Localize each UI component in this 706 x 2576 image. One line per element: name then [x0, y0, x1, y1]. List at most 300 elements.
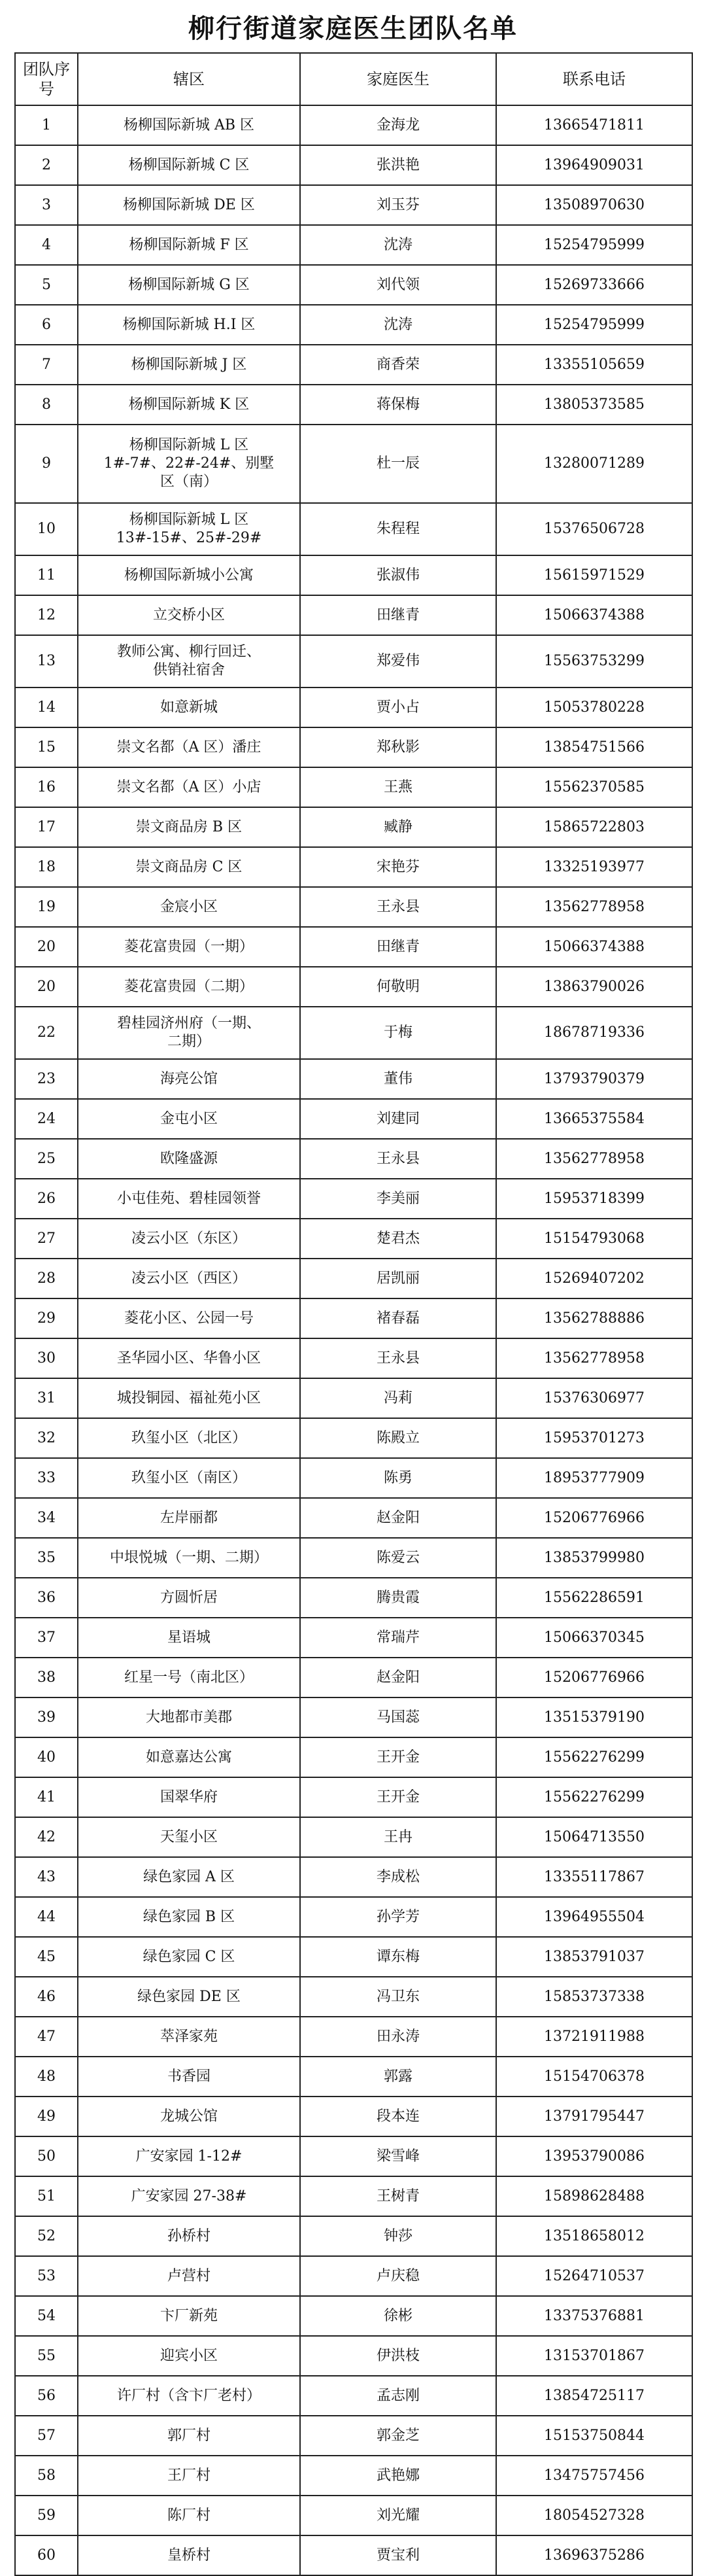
team-no-cell: 17 [15, 807, 78, 847]
district-cell: 绿色家园 A 区 [78, 1857, 300, 1897]
doctor-cell: 钟莎 [300, 2216, 496, 2256]
table-row [15, 1298, 692, 1338]
page-title: 柳行街道家庭医生团队名单 [188, 12, 518, 44]
phone-cell: 15853737338 [496, 1977, 692, 2017]
doctor-cell: 郭金芝 [300, 2416, 496, 2456]
phone-cell: 13508970630 [496, 185, 692, 225]
phone-cell: 15254795999 [496, 305, 692, 345]
team-no-cell: 40 [15, 1737, 78, 1777]
doctor-cell: 徐彬 [300, 2296, 496, 2336]
doctor-cell: 武艳娜 [300, 2456, 496, 2496]
team-no-cell: 44 [15, 1897, 78, 1937]
doctor-cell: 冯莉 [300, 1378, 496, 1418]
doctor-cell: 郑秋影 [300, 727, 496, 767]
team-no-cell: 50 [15, 2136, 78, 2176]
phone-cell: 13515379190 [496, 1697, 692, 1737]
district-cell: 崇文商品房 B 区 [78, 807, 300, 847]
phone-cell: 13562788886 [496, 1298, 692, 1338]
district-cell: 绿色家园 C 区 [78, 1937, 300, 1977]
team-no-cell: 39 [15, 1697, 78, 1737]
district-cell: 左岸丽都 [78, 1498, 300, 1538]
table-row [15, 425, 692, 503]
table-header-row [15, 53, 692, 105]
table-row [15, 555, 692, 595]
team-no-cell: 11 [15, 555, 78, 595]
doctor-cell: 段本连 [300, 2097, 496, 2136]
district-cell: 玖玺小区（北区） [78, 1418, 300, 1458]
phone-cell: 13953790086 [496, 2136, 692, 2176]
team-no-cell: 8 [15, 385, 78, 425]
table-row [15, 345, 692, 385]
team-no-cell: 55 [15, 2336, 78, 2376]
doctor-cell: 腾贵霞 [300, 1578, 496, 1618]
doctor-cell: 于梅 [300, 1007, 496, 1059]
team-no-cell: 33 [15, 1458, 78, 1498]
district-cell: 皇桥村 [78, 2535, 300, 2575]
table-row [15, 2535, 692, 2575]
table-row [15, 1578, 692, 1618]
doctor-cell: 王开金 [300, 1737, 496, 1777]
district-cell: 许厂村（含卞厂老村） [78, 2376, 300, 2416]
phone-cell: 13562778958 [496, 887, 692, 927]
doctor-cell: 朱程程 [300, 503, 496, 555]
phone-cell: 15154706378 [496, 2057, 692, 2097]
table-row [15, 2097, 692, 2136]
table-row [15, 635, 692, 688]
table-row [15, 1977, 692, 2017]
team-no-cell: 6 [15, 305, 78, 345]
district-cell: 广安家园 27-38# [78, 2176, 300, 2216]
doctor-cell: 梁雪峰 [300, 2136, 496, 2176]
table-row [15, 2296, 692, 2336]
doctor-cell: 李成松 [300, 1857, 496, 1897]
doctor-cell: 沈涛 [300, 305, 496, 345]
doctor-cell: 郑爱伟 [300, 635, 496, 688]
table-row [15, 767, 692, 807]
phone-cell: 13696375286 [496, 2535, 692, 2575]
doctor-cell: 宋艳芬 [300, 847, 496, 887]
phone-cell: 13518658012 [496, 2216, 692, 2256]
table-row [15, 2376, 692, 2416]
phone-cell: 13665375584 [496, 1099, 692, 1139]
header-phone: 联系电话 [496, 53, 692, 105]
team-no-cell: 37 [15, 1618, 78, 1658]
district-cell: 郭厂村 [78, 2416, 300, 2456]
team-no-cell: 7 [15, 345, 78, 385]
doctor-cell: 冯卫东 [300, 1977, 496, 2017]
doctor-cell: 卢庆稳 [300, 2256, 496, 2296]
team-no-cell: 4 [15, 225, 78, 265]
phone-cell: 15264710537 [496, 2256, 692, 2296]
doctor-cell: 常瑞芹 [300, 1618, 496, 1658]
district-cell: 菱花富贵园（二期） [78, 967, 300, 1007]
district-cell: 崇文商品房 C 区 [78, 847, 300, 887]
team-no-cell: 43 [15, 1857, 78, 1897]
team-no-cell: 53 [15, 2256, 78, 2296]
district-cell: 杨柳国际新城 DE 区 [78, 185, 300, 225]
team-no-cell: 31 [15, 1378, 78, 1418]
district-cell: 菱花富贵园（一期） [78, 927, 300, 967]
phone-cell: 15064713550 [496, 1817, 692, 1857]
phone-cell: 15206776966 [496, 1498, 692, 1538]
doctor-cell: 郭露 [300, 2057, 496, 2097]
district-cell: 欧隆盛源 [78, 1139, 300, 1179]
phone-cell: 15563753299 [496, 635, 692, 688]
doctor-cell: 王永县 [300, 887, 496, 927]
phone-cell: 15562286591 [496, 1578, 692, 1618]
table-row [15, 1219, 692, 1259]
phone-cell: 13153701867 [496, 2336, 692, 2376]
phone-cell: 15206776966 [496, 1658, 692, 1697]
district-cell: 凌云小区（西区） [78, 1259, 300, 1298]
table-row [15, 1059, 692, 1099]
phone-cell: 13475757456 [496, 2456, 692, 2496]
team-no-cell: 5 [15, 265, 78, 305]
table-row [15, 2416, 692, 2456]
team-no-cell: 42 [15, 1817, 78, 1857]
phone-cell: 15053780228 [496, 688, 692, 727]
doctor-cell: 陈爱云 [300, 1538, 496, 1578]
table-row [15, 225, 692, 265]
district-cell: 广安家园 1-12# [78, 2136, 300, 2176]
table-row [15, 1179, 692, 1219]
doctor-cell: 李美丽 [300, 1179, 496, 1219]
phone-cell: 13964955504 [496, 1897, 692, 1937]
table-row [15, 1538, 692, 1578]
doctor-cell: 伊洪枝 [300, 2336, 496, 2376]
table-row [15, 1618, 692, 1658]
table-row [15, 688, 692, 727]
table-row [15, 1259, 692, 1298]
doctor-cell: 王冉 [300, 1817, 496, 1857]
table-row [15, 185, 692, 225]
team-no-cell: 57 [15, 2416, 78, 2456]
district-cell: 杨柳国际新城 F 区 [78, 225, 300, 265]
table-row [15, 1007, 692, 1059]
district-cell: 杨柳国际新城 C 区 [78, 145, 300, 185]
doctor-cell: 楚君杰 [300, 1219, 496, 1259]
table-row [15, 2256, 692, 2296]
table-row [15, 807, 692, 847]
phone-cell: 13721911988 [496, 2017, 692, 2057]
phone-cell: 15153750844 [496, 2416, 692, 2456]
team-no-cell: 34 [15, 1498, 78, 1538]
doctor-cell: 陈殿立 [300, 1418, 496, 1458]
doctor-cell: 何敬明 [300, 967, 496, 1007]
phone-cell: 13805373585 [496, 385, 692, 425]
table-row [15, 2136, 692, 2176]
district-cell: 绿色家园 B 区 [78, 1897, 300, 1937]
team-no-cell: 27 [15, 1219, 78, 1259]
phone-cell: 13863790026 [496, 967, 692, 1007]
doctor-cell: 孟志刚 [300, 2376, 496, 2416]
phone-cell: 13853799980 [496, 1538, 692, 1578]
team-no-cell: 25 [15, 1139, 78, 1179]
district-cell: 杨柳国际新城 AB 区 [78, 105, 300, 145]
team-no-cell: 36 [15, 1578, 78, 1618]
district-cell: 萃泽家苑 [78, 2017, 300, 2057]
district-cell: 卢营村 [78, 2256, 300, 2296]
team-no-cell: 16 [15, 767, 78, 807]
team-no-cell: 48 [15, 2057, 78, 2097]
doctor-cell: 商香荣 [300, 345, 496, 385]
table-row [15, 2216, 692, 2256]
team-no-cell: 45 [15, 1937, 78, 1977]
phone-cell: 15615971529 [496, 555, 692, 595]
team-no-cell: 28 [15, 1259, 78, 1298]
phone-cell: 13853791037 [496, 1937, 692, 1977]
phone-cell: 15269407202 [496, 1259, 692, 1298]
table-row [15, 503, 692, 555]
doctor-cell: 褚春磊 [300, 1298, 496, 1338]
phone-cell: 18054527328 [496, 2496, 692, 2535]
team-no-cell: 13 [15, 635, 78, 688]
doctor-cell: 张洪艳 [300, 145, 496, 185]
table-row [15, 1378, 692, 1418]
phone-cell: 13854725117 [496, 2376, 692, 2416]
district-cell: 小屯佳苑、碧桂园领誉 [78, 1179, 300, 1219]
district-cell: 陈厂村 [78, 2496, 300, 2535]
table-row [15, 727, 692, 767]
district-cell: 金屯小区 [78, 1099, 300, 1139]
district-cell: 天玺小区 [78, 1817, 300, 1857]
doctor-cell: 刘代领 [300, 265, 496, 305]
table-row [15, 927, 692, 967]
table-row [15, 967, 692, 1007]
phone-cell: 15154793068 [496, 1219, 692, 1259]
doctor-cell: 刘玉芬 [300, 185, 496, 225]
district-cell: 海亮公馆 [78, 1059, 300, 1099]
doctor-cell: 田永涛 [300, 2017, 496, 2057]
doctor-cell: 谭东梅 [300, 1937, 496, 1977]
team-no-cell: 22 [15, 1007, 78, 1059]
district-cell: 杨柳国际新城 L 区 1#-7#、22#-24#、别墅 区（南） [78, 425, 300, 503]
team-no-cell: 1 [15, 105, 78, 145]
doctor-team-table [14, 52, 693, 2576]
header-doctor: 家庭医生 [300, 53, 496, 105]
district-cell: 王厂村 [78, 2456, 300, 2496]
phone-cell: 15066374388 [496, 595, 692, 635]
district-cell: 中垠悦城（一期、二期） [78, 1538, 300, 1578]
table-row [15, 265, 692, 305]
team-no-cell: 32 [15, 1418, 78, 1458]
district-cell: 杨柳国际新城 J 区 [78, 345, 300, 385]
doctor-cell: 贾宝利 [300, 2535, 496, 2575]
phone-cell: 15376506728 [496, 503, 692, 555]
table-row [15, 1697, 692, 1737]
doctor-cell: 田继青 [300, 595, 496, 635]
phone-cell: 15254795999 [496, 225, 692, 265]
team-no-cell: 15 [15, 727, 78, 767]
table-body [15, 105, 692, 2575]
team-no-cell: 46 [15, 1977, 78, 2017]
district-cell: 星语城 [78, 1618, 300, 1658]
table-row [15, 1498, 692, 1538]
district-cell: 碧桂园济州府（一期、 二期） [78, 1007, 300, 1059]
district-cell: 方圆忻居 [78, 1578, 300, 1618]
phone-cell: 15953701273 [496, 1418, 692, 1458]
district-cell: 玖玺小区（南区） [78, 1458, 300, 1498]
doctor-cell: 臧静 [300, 807, 496, 847]
team-no-cell: 29 [15, 1298, 78, 1338]
team-no-cell: 19 [15, 887, 78, 927]
doctor-cell: 蒋保梅 [300, 385, 496, 425]
phone-cell: 18678719336 [496, 1007, 692, 1059]
table-row [15, 1139, 692, 1179]
district-cell: 菱花小区、公园一号 [78, 1298, 300, 1338]
team-no-cell: 54 [15, 2296, 78, 2336]
phone-cell: 13325193977 [496, 847, 692, 887]
district-cell: 崇文名都（A 区）潘庄 [78, 727, 300, 767]
phone-cell: 13793790379 [496, 1059, 692, 1099]
district-cell: 金宸小区 [78, 887, 300, 927]
team-no-cell: 30 [15, 1338, 78, 1378]
team-no-cell: 26 [15, 1179, 78, 1219]
table-row [15, 1937, 692, 1977]
phone-cell: 15376306977 [496, 1378, 692, 1418]
team-no-cell: 20 [15, 967, 78, 1007]
doctor-cell: 刘光耀 [300, 2496, 496, 2535]
doctor-cell: 沈涛 [300, 225, 496, 265]
district-cell: 书香园 [78, 2057, 300, 2097]
table-row [15, 1099, 692, 1139]
team-no-cell: 60 [15, 2535, 78, 2575]
doctor-cell: 刘建同 [300, 1099, 496, 1139]
doctor-cell: 杜一辰 [300, 425, 496, 503]
team-no-cell: 20 [15, 927, 78, 967]
table-row [15, 887, 692, 927]
district-cell: 如意新城 [78, 688, 300, 727]
phone-cell: 18953777909 [496, 1458, 692, 1498]
team-no-cell: 49 [15, 2097, 78, 2136]
table-row [15, 847, 692, 887]
table-row [15, 1458, 692, 1498]
team-no-cell: 51 [15, 2176, 78, 2216]
phone-cell: 15865722803 [496, 807, 692, 847]
district-cell: 大地都市美郡 [78, 1697, 300, 1737]
district-cell: 立交桥小区 [78, 595, 300, 635]
header-team-no: 团队序号 [15, 53, 78, 105]
team-no-cell: 9 [15, 425, 78, 503]
team-no-cell: 47 [15, 2017, 78, 2057]
doctor-cell: 董伟 [300, 1059, 496, 1099]
phone-cell: 13375376881 [496, 2296, 692, 2336]
district-cell: 绿色家园 DE 区 [78, 1977, 300, 2017]
district-cell: 红星一号（南北区） [78, 1658, 300, 1697]
table-row [15, 305, 692, 345]
district-cell: 圣华园小区、华鲁小区 [78, 1338, 300, 1378]
team-no-cell: 14 [15, 688, 78, 727]
table-row [15, 2057, 692, 2097]
team-no-cell: 2 [15, 145, 78, 185]
team-no-cell: 18 [15, 847, 78, 887]
district-cell: 如意嘉达公寓 [78, 1737, 300, 1777]
team-no-cell: 56 [15, 2376, 78, 2416]
phone-cell: 13562778958 [496, 1139, 692, 1179]
phone-cell: 15562370585 [496, 767, 692, 807]
district-cell: 教师公寓、柳行回迁、 供销社宿舍 [78, 635, 300, 688]
table-row [15, 1857, 692, 1897]
phone-cell: 13562778958 [496, 1338, 692, 1378]
table-row [15, 2176, 692, 2216]
table-row [15, 1737, 692, 1777]
team-no-cell: 24 [15, 1099, 78, 1139]
phone-cell: 15562276299 [496, 1737, 692, 1777]
district-cell: 崇文名都（A 区）小店 [78, 767, 300, 807]
district-cell: 凌云小区（东区） [78, 1219, 300, 1259]
district-cell: 迎宾小区 [78, 2336, 300, 2376]
table-row [15, 2017, 692, 2057]
doctor-cell: 王燕 [300, 767, 496, 807]
table-row [15, 385, 692, 425]
phone-cell: 15066374388 [496, 927, 692, 967]
doctor-cell: 马国蕊 [300, 1697, 496, 1737]
team-no-cell: 59 [15, 2496, 78, 2535]
district-cell: 杨柳国际新城小公寓 [78, 555, 300, 595]
table-row [15, 1338, 692, 1378]
doctor-cell: 居凯丽 [300, 1259, 496, 1298]
district-cell: 城投铜园、福祉苑小区 [78, 1378, 300, 1418]
team-no-cell: 10 [15, 503, 78, 555]
header-district: 辖区 [78, 53, 300, 105]
district-cell: 卞厂新苑 [78, 2296, 300, 2336]
team-no-cell: 3 [15, 185, 78, 225]
table-row [15, 145, 692, 185]
doctor-cell: 赵金阳 [300, 1498, 496, 1538]
phone-cell: 13665471811 [496, 105, 692, 145]
district-cell: 孙桥村 [78, 2216, 300, 2256]
district-cell: 杨柳国际新城 L 区 13#-15#、25#-29# [78, 503, 300, 555]
table-row [15, 105, 692, 145]
table-row [15, 595, 692, 635]
team-no-cell: 35 [15, 1538, 78, 1578]
doctor-cell: 王永县 [300, 1139, 496, 1179]
table-row [15, 1418, 692, 1458]
team-no-cell: 23 [15, 1059, 78, 1099]
doctor-cell: 王开金 [300, 1777, 496, 1817]
phone-cell: 13791795447 [496, 2097, 692, 2136]
district-cell: 杨柳国际新城 H.I 区 [78, 305, 300, 345]
phone-cell: 13854751566 [496, 727, 692, 767]
district-cell: 杨柳国际新城 K 区 [78, 385, 300, 425]
district-cell: 国翠华府 [78, 1777, 300, 1817]
doctor-cell: 陈勇 [300, 1458, 496, 1498]
phone-cell: 15562276299 [496, 1777, 692, 1817]
table-row [15, 1817, 692, 1857]
doctor-cell: 贾小占 [300, 688, 496, 727]
doctor-cell: 王永县 [300, 1338, 496, 1378]
doctor-cell: 王树青 [300, 2176, 496, 2216]
phone-cell: 15953718399 [496, 1179, 692, 1219]
table-row [15, 2456, 692, 2496]
district-cell: 龙城公馆 [78, 2097, 300, 2136]
team-no-cell: 52 [15, 2216, 78, 2256]
table-row [15, 1777, 692, 1817]
team-no-cell: 12 [15, 595, 78, 635]
phone-cell: 13355105659 [496, 345, 692, 385]
phone-cell: 15066370345 [496, 1618, 692, 1658]
table-row [15, 2496, 692, 2535]
team-no-cell: 38 [15, 1658, 78, 1697]
team-no-cell: 41 [15, 1777, 78, 1817]
phone-cell: 13964909031 [496, 145, 692, 185]
doctor-cell: 赵金阳 [300, 1658, 496, 1697]
team-no-cell: 58 [15, 2456, 78, 2496]
doctor-cell: 金海龙 [300, 105, 496, 145]
doctor-cell: 田继青 [300, 927, 496, 967]
phone-cell: 13355117867 [496, 1857, 692, 1897]
table-row [15, 2336, 692, 2376]
